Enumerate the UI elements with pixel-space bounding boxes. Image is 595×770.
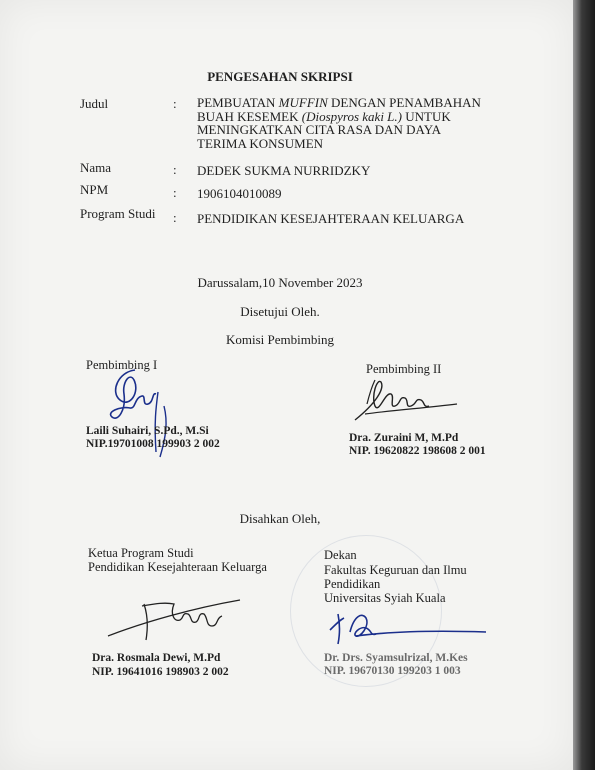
dekan-role-line2: Fakultas Keguruan dan Ilmu xyxy=(324,563,467,577)
nama-label: Nama xyxy=(80,160,112,175)
page-title: PENGESAHAN SKRIPSI xyxy=(207,69,353,84)
pembimbing2-role: Pembimbing II xyxy=(366,362,442,376)
judul-line-4: TERIMA KONSUMEN xyxy=(197,135,324,151)
npm-colon: : xyxy=(173,185,177,200)
ketua-signature xyxy=(104,592,244,648)
pembimbing1-role: Pembimbing I xyxy=(86,358,158,372)
place-date: Darussalam,10 November 2023 xyxy=(197,275,363,290)
nama-colon: : xyxy=(173,162,177,177)
judul-line-2: BUAH KESEMEK (Diospyros kaki L.) UNTUK xyxy=(197,108,451,124)
judul-line-1: PEMBUATAN MUFFIN DENGAN PENAMBAHAN xyxy=(197,95,481,110)
npm-label: NPM xyxy=(80,182,109,197)
committee-heading: Komisi Pembimbing xyxy=(226,332,334,347)
dekan-name: Dr. Drs. Syamsulrizal, M.Kes xyxy=(324,652,468,664)
pembimbing2-signature xyxy=(345,374,465,430)
approved-by: Disetujui Oleh. xyxy=(240,304,320,319)
pembimbing2-name: Dra. Zuraini M, M.Pd xyxy=(349,432,459,444)
pembimbing1-nip: NIP.19701008 199903 2 002 xyxy=(86,438,220,450)
nama-value: DEDEK SUKMA NURRIDZKY xyxy=(197,163,371,178)
page-edge-shadow xyxy=(573,0,595,770)
dekan-signature xyxy=(326,608,490,648)
dekan-nip: NIP. 19670130 199203 1 003 xyxy=(324,665,461,677)
ketua-nip: NIP. 19641016 198903 2 002 xyxy=(92,666,229,678)
ketua-name: Dra. Rosmala Dewi, M.Pd xyxy=(92,652,221,664)
ketua-role-line1: Ketua Program Studi xyxy=(88,546,194,560)
pembimbing1-name: Laili Suhairi, S.Pd., M.Si xyxy=(86,425,209,437)
judul-line-3: MENINGKATKAN CITA RASA DAN DAYA xyxy=(197,122,442,137)
prodi-label: Program Studi xyxy=(80,206,156,221)
dekan-role-line1: Dekan xyxy=(324,548,357,562)
pembimbing2-nip: NIP. 19620822 198608 2 001 xyxy=(349,445,486,457)
ketua-role-line2: Pendidikan Kesejahteraan Keluarga xyxy=(88,560,267,574)
judul-value xyxy=(197,96,497,150)
ratified-by: Disahkan Oleh, xyxy=(239,511,321,526)
npm-value: 1906104010089 xyxy=(197,186,282,201)
dekan-role-line3: Pendidikan xyxy=(324,577,381,591)
judul-colon: : xyxy=(173,96,177,111)
prodi-value: PENDIDIKAN KESEJAHTERAAN KELUARGA xyxy=(197,211,465,226)
dekan-role-line4: Universitas Syiah Kuala xyxy=(324,591,446,605)
prodi-colon: : xyxy=(173,210,177,225)
judul-label: Judul xyxy=(80,96,109,111)
